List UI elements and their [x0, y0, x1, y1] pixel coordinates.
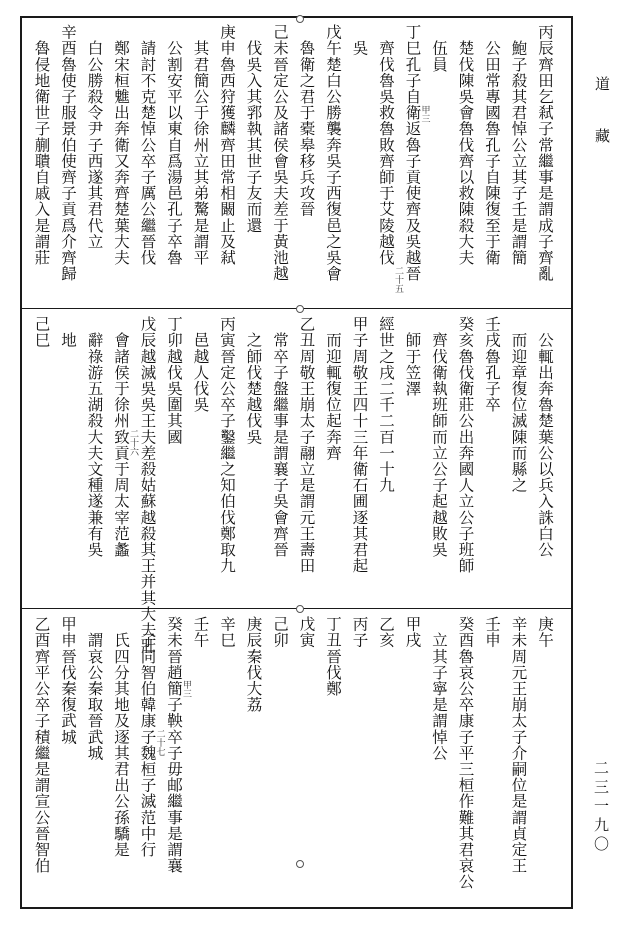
text-column: 戊寅	[297, 616, 316, 649]
text-column: 己巳	[32, 316, 51, 349]
text-column: 壬戌魯孔子卒	[483, 316, 501, 413]
text-column: 己卯	[271, 616, 289, 649]
text-column: 之師伐楚越伐吳	[244, 316, 263, 445]
text-column: 會諸侯于徐州致貢于周太宰范蠡	[112, 316, 130, 558]
text-column: 吳	[350, 24, 369, 57]
text-column: 壬午	[191, 616, 210, 649]
text-column: 地	[59, 316, 77, 349]
text-column: 甲申晉伐秦復武城	[59, 616, 77, 745]
text-column: 常卒子盤繼事是謂襄子吳會齊晉	[271, 316, 289, 558]
text-column: 壬申	[483, 616, 501, 649]
text-column: 子同智伯韓康子魏桓子滅范中行	[138, 616, 157, 858]
text-column: 辛未周元王崩太子介嗣位是謂貞定王	[509, 616, 528, 874]
page-number: 二三一九〇	[592, 760, 610, 855]
text-column: 丁卯越伐吳圍其國	[165, 316, 183, 445]
text-column: 乙酉齊平公卒子積繼是謂宣公晉智伯	[32, 616, 51, 874]
text-column: 邑越人伐吳	[191, 316, 210, 413]
text-column: 公輒出奔魯楚葉公以兵入誅白公	[536, 316, 554, 558]
text-column: 辛酉魯使子服景伯使齊子貢爲介齊歸	[59, 24, 77, 282]
text-column: 丙子	[350, 616, 369, 649]
text-column: 師于笠澤	[403, 316, 422, 397]
text-column: 而迎章復位滅陳而縣之	[509, 316, 528, 494]
text-column: 庚辰秦伐大荔	[244, 616, 263, 713]
binding-hole	[296, 305, 304, 313]
text-column: 鮑子殺其君悼公立其子壬是謂簡	[509, 24, 528, 266]
text-column: 經世之戌二千二百一十九	[377, 316, 395, 494]
text-column: 氏四分其地及逐其君出公孫驕是	[112, 616, 130, 858]
marginal-note: 甲三	[419, 104, 430, 123]
text-column: 伐吳入其郛執其世子友而還	[244, 24, 263, 234]
marginal-note: 甲三	[181, 680, 191, 699]
text-column: 魯侵地衛世子蒯聵自戚入是謂莊	[32, 24, 51, 266]
text-block-1	[22, 24, 571, 304]
text-column: 己未晉定公及諸侯會吳夫差于黃池越	[271, 24, 289, 282]
page-frame	[20, 16, 573, 909]
text-column: 伍員	[430, 24, 448, 73]
text-column: 立其子寧是謂悼公	[430, 616, 448, 761]
text-column: 庚午	[536, 616, 554, 649]
side-label-top: 道	[593, 76, 611, 95]
text-column: 楚伐陳吳會魯伐齊以救陳殺大夫	[456, 24, 475, 266]
side-label-mid: 藏	[593, 128, 611, 147]
text-column: 齊伐衛執班師而立公子起越敗吳	[430, 316, 448, 558]
text-column: 謂哀公秦取晉武城	[85, 616, 104, 761]
text-column: 癸酉魯哀公卒康子平三桓作難其君哀公	[456, 616, 475, 890]
text-column: 癸亥魯伐衛莊公出奔國人立公子班師	[456, 316, 475, 574]
text-column: 鄭宋桓魋出奔衛又奔齊楚葉大夫	[112, 24, 130, 266]
text-column: 公田常專國魯孔子自陳復至于衛	[483, 24, 501, 266]
text-column: 庚申魯西狩獲麟齊田常相闞止及弒	[218, 24, 236, 266]
text-column: 戊辰越滅吳吳王夫差殺姑蘇越殺其王并其大夫壯	[138, 316, 157, 655]
marginal-note: 二十七	[154, 728, 165, 756]
text-column: 戊午楚白公勝襲奔吳子西復邑之吳會	[324, 24, 342, 282]
text-column: 齊伐魯吳救魯敗齊師于艾陵越伐	[377, 24, 395, 266]
marginal-note: 二十六	[128, 428, 138, 456]
binding-hole	[296, 605, 304, 613]
text-column: 癸未晉趙簡子鞅卒子毋邮繼事是謂襄	[165, 616, 183, 874]
marginal-note: 二十五	[393, 265, 403, 293]
text-column: 甲子周敬王四十三年衛石圃逐其君起	[350, 316, 369, 574]
text-column: 公割安平以東自爲湯邑孔子卒魯	[165, 24, 183, 266]
text-column: 丙寅晉定公卒子鑿繼之知伯伐鄭取九	[218, 316, 236, 574]
text-column: 魯衛之君于橐皋移兵攻晉	[297, 24, 316, 218]
text-column: 請討不克楚悼公卒子厲公繼晉伐	[138, 24, 157, 266]
binding-hole	[296, 15, 304, 23]
text-column: 辛巳	[218, 616, 236, 649]
text-column: 白公勝殺令尹子西遂其君代立	[85, 24, 104, 250]
text-column: 丙辰齊田乞弒子常繼事是謂成子齊亂	[536, 24, 554, 282]
text-column: 丁丑晉伐鄭	[324, 616, 342, 697]
text-column: 辭祿游五湖殺大夫文種遂兼有吳	[85, 316, 104, 558]
text-column: 而迎輒復位起奔齊	[324, 316, 342, 461]
text-column: 丁巳孔子自衛返魯子貢使齊及吳越晉	[403, 24, 422, 282]
text-column: 乙亥	[377, 616, 395, 649]
text-block-3	[22, 616, 571, 906]
text-column: 甲戌	[403, 616, 422, 649]
text-column: 其君簡公于徐州立其弟驁是謂平	[191, 24, 210, 266]
text-column: 乙丑周敬王崩太子翮立是謂元王壽田	[297, 316, 316, 574]
